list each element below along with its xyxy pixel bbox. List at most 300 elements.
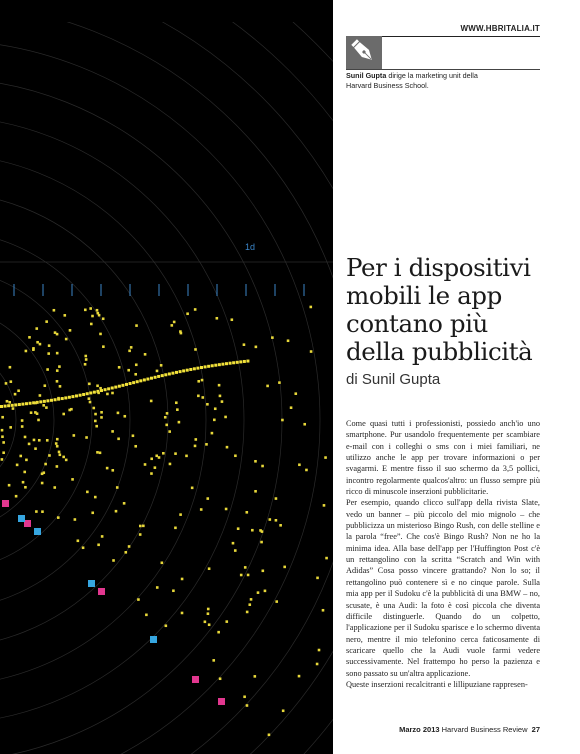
- art-dot: [111, 392, 114, 395]
- art-dot: [39, 394, 42, 397]
- art-dot: [298, 675, 301, 678]
- art-dot: [35, 510, 38, 513]
- art-dot: [107, 387, 110, 390]
- art-dot: [41, 510, 44, 513]
- art-dot: [61, 397, 64, 400]
- paragraph: Queste inserzioni recalcitranti e lillipuziane rappresen-: [346, 679, 528, 689]
- art-dot: [96, 309, 99, 312]
- art-dot: [123, 415, 126, 418]
- art-dot: [14, 393, 17, 396]
- art-dot: [143, 378, 146, 381]
- art-dot: [93, 391, 96, 394]
- art-dot: [127, 369, 130, 372]
- art-dot: [150, 400, 153, 403]
- art-dot: [156, 370, 159, 373]
- art-dot: [10, 380, 13, 383]
- art-dot: [189, 368, 192, 371]
- art-dot: [176, 408, 179, 411]
- art-dot: [234, 549, 237, 552]
- art-dot: [217, 631, 220, 634]
- art-dot: [254, 675, 257, 678]
- art-dot: [101, 535, 104, 538]
- art-dot: [21, 403, 24, 406]
- art-dot: [160, 364, 163, 367]
- art-dot: [205, 443, 208, 446]
- art-dot: [185, 455, 188, 458]
- art-dot: [7, 404, 10, 407]
- art-ring: [0, 268, 92, 572]
- art-dot: [37, 419, 40, 422]
- art-dot: [211, 364, 214, 367]
- art-dot: [175, 371, 178, 374]
- art-dot: [254, 490, 257, 493]
- art-axis-label: 1d: [245, 242, 256, 252]
- art-dot: [173, 321, 176, 324]
- art-dot: [181, 612, 184, 615]
- art-dot: [42, 404, 45, 407]
- author-name: Sunil Gupta: [346, 71, 387, 80]
- art-dot: [157, 375, 160, 378]
- art-dot: [145, 614, 148, 617]
- art-dot: [100, 416, 103, 419]
- art-dot: [32, 347, 35, 350]
- art-dot: [139, 533, 142, 536]
- art-dot: [91, 315, 94, 318]
- art-dot: [65, 338, 68, 341]
- art-dot: [11, 404, 14, 407]
- art-marker-cyan: [88, 580, 95, 587]
- art-dot: [303, 423, 306, 426]
- art-dot: [56, 465, 59, 468]
- art-dot: [310, 350, 313, 353]
- page-number: 27: [531, 725, 540, 734]
- art-dot: [174, 527, 177, 530]
- art-dot: [287, 339, 290, 342]
- art-dot: [56, 380, 59, 383]
- art-dot: [25, 459, 28, 462]
- art-dot: [243, 360, 246, 363]
- art-dot: [257, 591, 260, 594]
- art-dot: [179, 330, 182, 333]
- art-dot: [226, 446, 229, 449]
- art-dot: [89, 401, 92, 404]
- art-dot: [47, 352, 50, 355]
- art-dot: [97, 392, 100, 395]
- art-dot: [221, 363, 224, 366]
- art-dot: [275, 600, 278, 603]
- art-dot: [200, 508, 203, 511]
- art-dot: [298, 463, 301, 466]
- art-ring: [0, 230, 130, 610]
- art-dot: [128, 350, 131, 353]
- art-dot: [84, 363, 87, 366]
- art-dot: [132, 434, 135, 437]
- art-dot: [218, 384, 221, 387]
- art-dot: [318, 649, 321, 652]
- art-dot: [95, 425, 98, 428]
- art-dot: [128, 545, 131, 548]
- art-dot: [279, 524, 282, 527]
- art-ring: [0, 344, 16, 496]
- art-marker-cyan: [150, 636, 157, 643]
- art-dot: [275, 519, 278, 522]
- art-dot: [218, 363, 221, 366]
- art-dot: [219, 395, 222, 398]
- art-dot: [237, 527, 240, 530]
- art-dot: [305, 469, 308, 472]
- art-dot: [269, 518, 272, 521]
- article-byline: di Sunil Gupta: [346, 371, 441, 388]
- art-dot: [106, 467, 109, 470]
- art-dot: [56, 445, 59, 448]
- art-dot: [85, 436, 88, 439]
- art-dot: [154, 466, 157, 469]
- art-dot: [5, 382, 8, 385]
- art-dot: [34, 402, 37, 405]
- art-dot: [245, 511, 248, 514]
- art-dot: [45, 320, 48, 323]
- footer-issue: Marzo 2013: [399, 725, 440, 734]
- site-url: WWW.HBRITALIA.IT: [460, 24, 540, 33]
- art-dot: [165, 424, 168, 427]
- art-dot: [214, 407, 217, 410]
- art-dot: [19, 455, 22, 458]
- art-dot: [45, 406, 48, 409]
- art-dot: [56, 369, 59, 372]
- art-dot: [232, 542, 235, 545]
- art-dot: [166, 412, 169, 415]
- art-dot: [65, 459, 68, 462]
- art-dot: [250, 598, 253, 601]
- art-dot: [1, 416, 4, 419]
- art-dot: [200, 366, 203, 369]
- art-dot: [229, 362, 232, 365]
- art-dot: [98, 314, 101, 317]
- art-dot: [248, 603, 251, 606]
- art-dot: [186, 312, 189, 315]
- art-dot: [155, 454, 158, 457]
- art-dot: [168, 372, 171, 375]
- art-dot: [174, 452, 177, 455]
- art-dot: [9, 426, 12, 429]
- art-dot: [2, 451, 5, 454]
- art-dot: [46, 399, 49, 402]
- art-dot: [236, 361, 239, 364]
- art-dot: [73, 434, 76, 437]
- paragraph: Come quasi tutti i professionisti, possiedo anch'io uno smartphone. Pur usandolo frequentemente per scambiare e-mail con i colleghi o sms con i miei familiari, ne utilizzo anche le app per trovare informazioni o per svagarmi. E mentre fisso il suo schermo da 3,5 pollici, incontro regolarmente qualcos'altro: un flusso sempre più ricco di minuscole inserzioni pubblicitarie.: [346, 419, 540, 497]
- art-dot: [134, 373, 137, 376]
- top-black-bar: [0, 0, 333, 22]
- art-dot: [62, 413, 65, 416]
- art-dot: [261, 465, 264, 468]
- art-dot: [316, 663, 319, 666]
- art-dot: [38, 439, 41, 442]
- art-dot: [150, 472, 153, 475]
- art-dot: [135, 363, 138, 366]
- art-dot: [179, 370, 182, 373]
- art-dot: [111, 469, 114, 472]
- art-dot: [77, 539, 80, 542]
- art-dot: [21, 425, 24, 428]
- art-dot: [18, 403, 21, 406]
- pen-nib-icon: [346, 36, 382, 69]
- art-dot: [25, 402, 28, 405]
- art-dot: [266, 385, 269, 388]
- art-dot: [69, 329, 72, 332]
- art-ring: [0, 40, 320, 754]
- art-dot: [35, 327, 38, 330]
- art-dot: [158, 456, 161, 459]
- art-dot: [94, 413, 97, 416]
- art-dot: [71, 395, 74, 398]
- art-dot: [213, 419, 216, 422]
- art-dot: [309, 306, 312, 309]
- art-dot: [1, 435, 4, 438]
- art-dot: [216, 317, 219, 320]
- art-dot: [99, 451, 102, 454]
- art-dot: [17, 389, 20, 392]
- author-bio-text: dirige la marketing unit della Harvard Business School.: [346, 71, 478, 90]
- art-dot: [36, 341, 39, 344]
- art-dot: [132, 381, 135, 384]
- art-dot: [193, 367, 196, 370]
- art-dot: [94, 496, 97, 499]
- art-ring: [0, 78, 282, 754]
- art-dot: [44, 384, 47, 387]
- art-dot: [244, 566, 247, 569]
- art-dot: [186, 369, 189, 372]
- art-dot: [146, 378, 149, 381]
- art-marker-magenta: [192, 676, 199, 683]
- art-dot: [234, 454, 237, 457]
- art-dot: [262, 569, 265, 572]
- art-dot: [88, 383, 91, 386]
- art-dot: [117, 437, 120, 440]
- art-dot: [6, 400, 9, 403]
- art-marker-magenta: [218, 698, 225, 705]
- art-dot: [207, 365, 210, 368]
- art-dot: [181, 578, 184, 581]
- art-dot: [134, 445, 137, 448]
- art-dot: [102, 345, 105, 348]
- art-dot: [71, 478, 74, 481]
- art-dot: [114, 386, 117, 389]
- art-dot: [182, 369, 185, 372]
- art-dot: [74, 518, 77, 521]
- art-dot: [246, 611, 249, 614]
- art-ring: [0, 306, 54, 534]
- art-dot: [254, 460, 257, 463]
- art-dot: [12, 407, 15, 410]
- art-dot: [247, 574, 250, 577]
- art-dot: [259, 529, 262, 532]
- art-dot: [23, 471, 26, 474]
- art-dot: [125, 383, 128, 386]
- art-dot: [22, 481, 25, 484]
- art-dot: [136, 380, 139, 383]
- art-dot: [232, 361, 235, 364]
- art-dot: [142, 525, 145, 528]
- art-dot: [24, 436, 27, 439]
- art-dot: [46, 368, 49, 371]
- art-dot: [278, 381, 281, 384]
- art-dot: [156, 586, 159, 589]
- art-dot: [268, 733, 271, 736]
- art-dot: [144, 353, 147, 356]
- art-dot: [129, 382, 132, 385]
- art-dot: [282, 709, 285, 712]
- art-dot: [59, 385, 62, 388]
- art-dot: [56, 438, 59, 441]
- art-dot: [206, 497, 209, 500]
- art-dot: [194, 438, 197, 441]
- art-dot: [275, 497, 278, 500]
- art-dot: [21, 419, 24, 422]
- art-marker-cyan: [18, 515, 25, 522]
- art-dot: [196, 367, 199, 370]
- art-dot: [106, 393, 109, 396]
- art-dot: [89, 307, 92, 310]
- art-dot: [130, 346, 133, 349]
- art-dot: [139, 525, 142, 528]
- art-dot: [260, 541, 263, 544]
- art-dot: [97, 543, 100, 546]
- page-footer: [399, 725, 540, 734]
- art-dot: [214, 364, 217, 367]
- art-dot: [99, 333, 102, 336]
- art-dot: [124, 551, 127, 554]
- art-dot: [82, 546, 85, 549]
- art-dot: [194, 445, 197, 448]
- art-dot: [1, 458, 4, 461]
- art-dot: [118, 366, 121, 369]
- art-dot: [53, 309, 56, 312]
- art-dot: [58, 451, 61, 454]
- art-dot: [82, 393, 85, 396]
- art-dot: [169, 463, 172, 466]
- art-marker-magenta: [98, 588, 105, 595]
- author-bio: [346, 71, 486, 90]
- art-dot: [224, 416, 227, 419]
- art-dot: [191, 487, 194, 490]
- art-dot: [0, 405, 3, 408]
- art-dot: [75, 394, 78, 397]
- art-dot: [324, 456, 327, 459]
- art-dot: [194, 348, 197, 351]
- art-ring: [0, 154, 206, 686]
- art-dot: [1, 429, 4, 432]
- art-dot: [206, 403, 209, 406]
- art-dot: [246, 704, 249, 707]
- art-dot: [137, 598, 140, 601]
- art-dot: [34, 447, 37, 450]
- art-dot: [41, 482, 44, 485]
- art-dot: [201, 379, 204, 382]
- art-dot: [28, 443, 31, 446]
- art-dot: [8, 401, 11, 404]
- art-dot: [24, 486, 27, 489]
- art-dot: [111, 386, 114, 389]
- art-dot: [139, 379, 142, 382]
- art-dot: [168, 430, 171, 433]
- art-dot: [88, 397, 91, 400]
- art-dot: [14, 403, 17, 406]
- art-dot: [207, 608, 210, 611]
- art-dot: [164, 373, 167, 376]
- art-dot: [135, 324, 138, 327]
- art-dot: [219, 677, 222, 680]
- art-dot: [115, 510, 118, 513]
- art-dot: [116, 486, 119, 489]
- art-dot: [208, 567, 211, 570]
- art-dot: [197, 380, 200, 383]
- art-dot: [58, 365, 61, 368]
- art-dot: [84, 355, 87, 358]
- art-ring: [0, 192, 168, 648]
- art-dot: [246, 360, 249, 363]
- art-dot: [28, 336, 31, 339]
- art-dot: [96, 451, 99, 454]
- art-dot: [84, 309, 87, 312]
- art-dot: [225, 362, 228, 365]
- art-dot: [99, 387, 102, 390]
- art-dot: [212, 659, 215, 662]
- art-dot: [16, 464, 19, 467]
- art-dot: [144, 463, 147, 466]
- art-dot: [2, 441, 5, 444]
- art-dot: [243, 695, 246, 698]
- art-dot: [85, 358, 88, 361]
- art-dot: [112, 559, 115, 562]
- art-dot: [231, 318, 234, 321]
- art-dot: [161, 561, 164, 564]
- art-dot: [63, 314, 66, 317]
- art-dot: [53, 486, 56, 489]
- art-dot: [172, 589, 175, 592]
- art-dot: [150, 377, 153, 380]
- art-marker-cyan: [34, 528, 41, 535]
- art-dot: [102, 317, 105, 320]
- art-dot: [44, 463, 47, 466]
- art-dot: [59, 453, 62, 456]
- art-dot: [162, 452, 165, 455]
- art-dot: [243, 343, 246, 346]
- art-dot: [179, 513, 182, 516]
- art-dot: [271, 336, 274, 339]
- art-dot: [50, 399, 53, 402]
- art-dot: [100, 411, 103, 414]
- art-dot: [62, 456, 65, 459]
- art-dot: [161, 374, 164, 377]
- art-dot: [33, 439, 36, 442]
- article-body: [346, 418, 540, 690]
- art-dot: [48, 344, 51, 347]
- art-dot: [39, 343, 42, 346]
- art-dot: [118, 385, 121, 388]
- article-title: Per i dispositivi mobili le app contano più della pubblicità: [346, 253, 533, 366]
- art-dot: [89, 391, 92, 394]
- art-dot: [208, 623, 211, 626]
- art-dot: [325, 557, 328, 560]
- art-dot: [48, 454, 51, 457]
- art-dot: [41, 472, 44, 475]
- art-dot: [239, 360, 242, 363]
- art-dot: [201, 396, 204, 399]
- art-dot: [4, 405, 7, 408]
- art-dot: [290, 406, 293, 409]
- art-dot: [154, 376, 157, 379]
- art-dot: [34, 411, 37, 414]
